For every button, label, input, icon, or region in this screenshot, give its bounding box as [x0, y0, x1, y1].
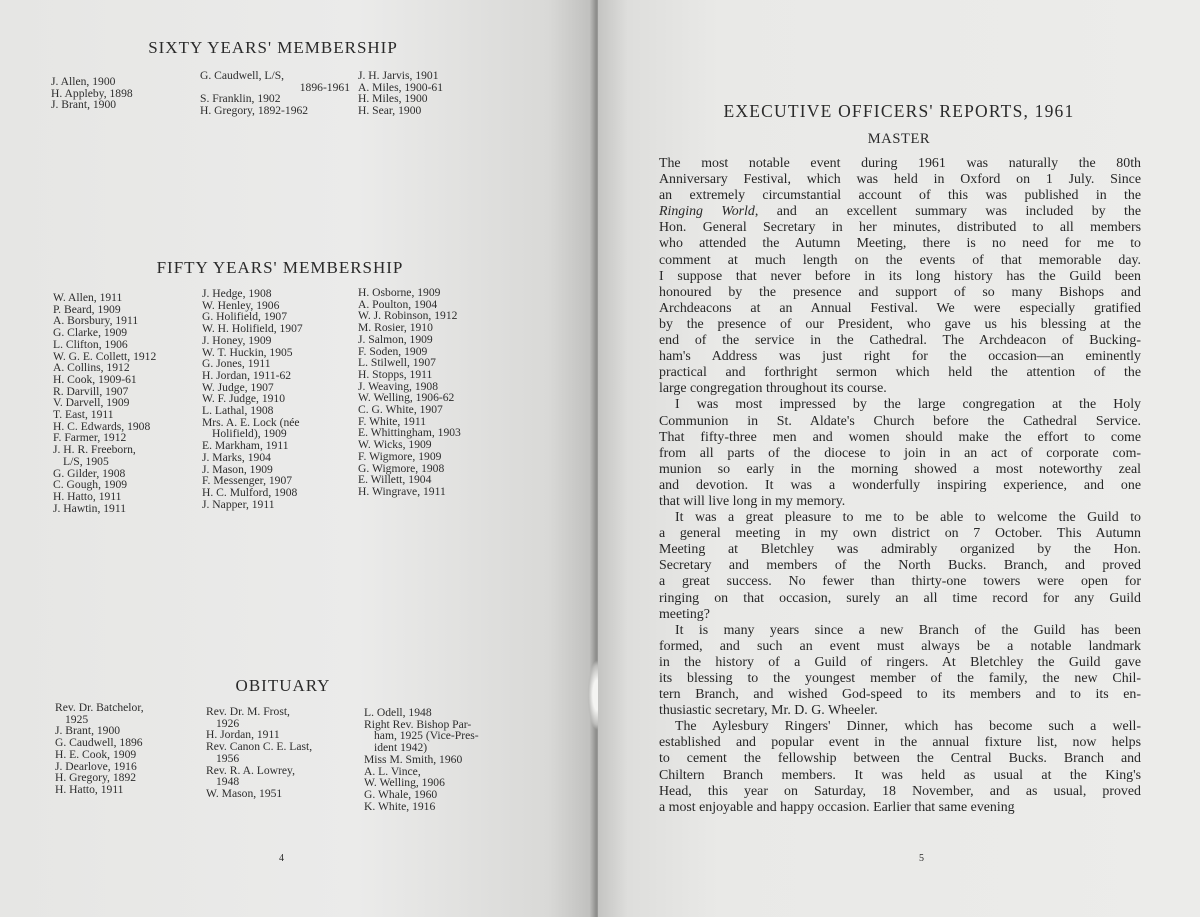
member-entry: W. Henley, 1906	[202, 298, 280, 312]
member-entry: S. Franklin, 1902	[200, 92, 281, 106]
sixty-col-1	[51, 76, 133, 111]
obituary-entry: G. Caudwell, 1896	[55, 736, 143, 750]
report-line: an extremely circumstantial account of this was published in the	[659, 188, 1141, 204]
member-entry: J. H. Jarvis, 1901	[358, 69, 439, 82]
report-line: to cement the fellowship between the Central Bucks. Branch and	[659, 751, 1141, 767]
master-subheading: MASTER	[867, 131, 931, 147]
member-entry: M. Rosier, 1910	[358, 321, 433, 335]
obituary-entry: H. Gregory, 1892	[55, 771, 137, 785]
report-line: Communion in St. Aldate's Church before the Cathedral Service.	[659, 413, 1141, 429]
obituary-entry: A. L. Vince,	[364, 764, 421, 778]
report-line: meeting?	[659, 606, 710, 622]
member-entry: W. Welling, 1906-62	[358, 391, 455, 405]
member-entry: J. Napper, 1911	[202, 497, 275, 511]
page-number: 4	[279, 853, 284, 864]
member-entry: H. Jordan, 1911-62	[202, 368, 292, 382]
report-line: who attended the Autumn Meeting, there is no need for me to	[659, 236, 1141, 252]
report-line: That fifty-three men and women should make the effort to come	[659, 429, 1141, 445]
member-entry: J. Hawtin, 1911	[53, 501, 126, 515]
report-line: It was a great pleasure to me to be able to welcome the Guild to	[675, 510, 1141, 526]
report-line: ringing on that occasion, surely an all time record for any Guild	[659, 590, 1141, 606]
fifty-col-2	[202, 288, 303, 510]
obituary-entry: Rev. Canon C. E. Last,	[206, 740, 313, 754]
fifty-col-3	[358, 287, 461, 498]
member-entry: F. Farmer, 1912	[53, 431, 127, 445]
left-page	[0, 0, 596, 917]
right-page	[598, 0, 1200, 917]
report-line: large congregation throughout its course.	[659, 381, 887, 397]
sixty-col-2	[200, 70, 350, 117]
obituary-col-2	[206, 706, 312, 800]
report-line: formed, and such an event must always be a notable landmark	[659, 638, 1141, 654]
report-line: I was most impressed by the large congregation at the Holy	[675, 397, 1141, 413]
report-line: munion so early in the morning showed a most noteworthy zeal	[659, 461, 1141, 477]
member-entry: H. Cook, 1909-61	[53, 372, 137, 386]
obituary-entry: Rev. Dr. Batchelor,	[55, 701, 144, 714]
member-entry: C. Gough, 1909	[53, 478, 128, 492]
member-entry: A. Borsbury, 1911	[53, 314, 139, 328]
report-line: practical and forthright sermon which held the attention of the	[659, 365, 1141, 381]
report-line: its blessing to the youngest member of the family, the new Chil-	[659, 671, 1141, 686]
member-entry: Mrs. A. E. Lock (née	[202, 415, 300, 429]
obituary-entry: Miss M. Smith, 1960	[364, 752, 463, 766]
report-line: Hon. General Secretary in her minutes, distributed to all members	[659, 220, 1141, 236]
member-entry: J. Mason, 1909	[202, 462, 273, 476]
member-entry: J. Weaving, 1908	[358, 379, 439, 393]
obituary-entry: Right Rev. Bishop Par-	[364, 717, 472, 731]
report-line: by the presence of our President, who gave us his blessing at the	[659, 316, 1141, 332]
obituary-entry: W. Welling, 1906	[364, 776, 445, 790]
obituary-entry: H. Hatto, 1911	[55, 782, 124, 796]
obituary-col-3	[364, 707, 479, 812]
member-entry: A. Collins, 1912	[53, 361, 130, 375]
fifty-years-heading: FIFTY YEARS' MEMBERSHIP	[156, 258, 404, 277]
member-entry: 1896-1961	[299, 80, 350, 94]
report-line: in the history of a Guild of ringers. At Bletchley the Guild gave	[659, 654, 1141, 670]
report-line: Secretary and members of the North Bucks. Branch, and proved	[659, 558, 1141, 574]
report-line: and devotion. It was a wonderfully inspiring experience, and one	[659, 477, 1141, 493]
report-line: end of the service in the Cathedral. The Archdeacon of Bucking-	[659, 333, 1141, 349]
obituary-entry: W. Mason, 1951	[206, 786, 283, 800]
obituary-entry: J. Dearlove, 1916	[55, 759, 137, 773]
member-entry: W. Judge, 1907	[202, 380, 274, 394]
publication-title: Ringing World	[659, 204, 755, 220]
member-entry: H. C. Edwards, 1908	[53, 419, 151, 433]
report-body	[659, 156, 1141, 816]
member-entry: F. Messenger, 1907	[202, 474, 293, 488]
obituary-entry: 1925	[65, 712, 89, 726]
report-line: from all parts of the diocese to join in an act of corporate com-	[659, 445, 1141, 461]
member-entry: W. H. Holifield, 1907	[202, 322, 303, 336]
obituary-entry: 1926	[216, 716, 240, 730]
member-entry: F. Soden, 1909	[358, 344, 428, 358]
member-entry: E. Markham, 1911	[202, 439, 289, 453]
report-line: I suppose that never before in its long history has the Guild been	[659, 268, 1141, 284]
report-line: ham's Address was just right for the occasion—an eminently	[659, 349, 1141, 365]
obituary-entry: Rev. R. A. Lowrey,	[206, 763, 295, 777]
report-line: that will live long in my memory.	[659, 493, 846, 509]
page-number: 5	[919, 853, 924, 864]
member-entry: J. Salmon, 1909	[358, 332, 433, 346]
obituary-entry: 1948	[216, 775, 240, 789]
member-entry: H. C. Mulford, 1908	[202, 485, 298, 499]
member-entry: W. J. Robinson, 1912	[358, 309, 458, 323]
member-entry: H. Wingrave, 1911	[358, 484, 446, 498]
member-entry: J. Allen, 1900	[51, 75, 116, 88]
report-line: It is many years since a new Branch of the Guild has been	[675, 622, 1141, 638]
member-entry: J. Hedge, 1908	[202, 287, 272, 300]
member-entry: L. Stilwell, 1907	[358, 356, 436, 370]
member-entry: T. East, 1911	[53, 408, 114, 422]
member-entry: G. Jones, 1911	[202, 357, 271, 371]
report-line: Meeting at Bletchley was admirably organized by the Hon.	[659, 542, 1141, 558]
member-entry: J. Marks, 1904	[202, 450, 271, 464]
member-entry: J. H. R. Freeborn,	[53, 443, 136, 457]
member-entry: L. Clifton, 1906	[53, 337, 128, 351]
obituary-entry: G. Whale, 1960	[364, 787, 438, 801]
report-line: honoured by the presence and support of so many Bishops and	[659, 284, 1141, 300]
obituary-entry: L. Odell, 1948	[364, 706, 432, 719]
member-entry: R. Darvill, 1907	[53, 384, 129, 398]
obituary-entry: ident 1942)	[374, 741, 428, 755]
obituary-entry: 1956	[216, 751, 240, 765]
report-line: thusiastic secretary, Mr. D. G. Wheeler.	[659, 703, 878, 719]
member-entry: W. Wicks, 1909	[358, 438, 432, 452]
member-entry: P. Beard, 1909	[53, 302, 121, 316]
member-entry: J. Brant, 1900	[51, 98, 117, 112]
member-entry: G. Holifield, 1907	[202, 310, 288, 324]
report-line: Head, this year on Saturday, 18 November, and as usual, proved	[659, 783, 1141, 799]
member-entry: F. White, 1911	[358, 414, 426, 428]
member-entry: H. Osborne, 1909	[358, 286, 441, 299]
obituary-entry: H. E. Cook, 1909	[55, 747, 137, 761]
fifty-col-1	[53, 292, 156, 514]
member-entry: W. T. Huckin, 1905	[202, 345, 293, 359]
member-entry: W. F. Judge, 1910	[202, 392, 286, 406]
obituary-entry: H. Jordan, 1911	[206, 728, 280, 742]
member-entry: H. Gregory, 1892-1962	[200, 104, 309, 118]
member-entry: G. Caudwell, L/S,	[200, 69, 285, 82]
sixty-years-heading: SIXTY YEARS' MEMBERSHIP	[148, 38, 398, 57]
member-entry: L/S, 1905	[63, 454, 109, 468]
report-line: comment at much length on the events of that memorable day.	[659, 252, 1141, 268]
report-line: tern Branch, and wished God-speed to its members and to its en-	[659, 687, 1141, 703]
member-entry: V. Darvell, 1909	[53, 396, 130, 410]
member-entry: W. Allen, 1911	[53, 291, 123, 304]
report-line: a general meeting in my own district on 7 October. This Autumn	[659, 526, 1141, 542]
report-line: Chiltern Branch members. It was held as usual at the King's	[659, 767, 1141, 783]
member-entry: G. Clarke, 1909	[53, 326, 128, 340]
member-entry: W. G. E. Collett, 1912	[53, 349, 157, 363]
member-entry: A. Poulton, 1904	[358, 297, 438, 311]
member-entry: F. Wigmore, 1909	[358, 449, 442, 463]
member-entry: H. Appleby, 1898	[51, 86, 133, 100]
member-entry: H. Stopps, 1911	[358, 367, 433, 381]
member-entry: G. Wigmore, 1908	[358, 461, 445, 475]
obituary-heading: OBITUARY	[235, 676, 331, 695]
obituary-entry: Rev. Dr. M. Frost,	[206, 705, 290, 718]
report-line: Anniversary Festival, which was held in Oxford on 1 July. Since	[659, 172, 1141, 188]
report-line: established and popular event in the annual fixture list, now helps	[659, 735, 1141, 751]
member-entry: Holifield), 1909	[212, 427, 287, 441]
obituary-entry: J. Brant, 1900	[55, 724, 121, 738]
member-entry: L. Lathal, 1908	[202, 404, 274, 418]
member-entry: E. Willett, 1904	[358, 473, 432, 487]
member-entry: G. Gilder, 1908	[53, 466, 126, 480]
reports-heading: EXECUTIVE OFFICERS' REPORTS, 1961	[723, 101, 1075, 121]
sixty-col-3	[358, 70, 443, 117]
member-entry: H. Miles, 1900	[358, 92, 428, 106]
member-entry: E. Whittingham, 1903	[358, 426, 461, 440]
member-entry: H. Sear, 1900	[358, 104, 422, 118]
obituary-entry: ham, 1925 (Vice-Pres-	[374, 729, 479, 743]
report-line: a most enjoyable and happy occasion. Earlier that same evening	[659, 799, 1015, 815]
member-entry: C. G. White, 1907	[358, 403, 443, 417]
report-line: The Aylesbury Ringers' Dinner, which has become such a well-	[675, 719, 1141, 735]
member-entry: A. Miles, 1900-61	[358, 80, 444, 94]
member-entry: H. Hatto, 1911	[53, 489, 122, 503]
obituary-col-1	[55, 702, 144, 796]
member-entry: J. Honey, 1909	[202, 333, 272, 347]
report-line: The most notable event during 1961 was naturally the 80th	[659, 156, 1141, 171]
report-line: Archdeacons at an Annual Festival. We were especially gratified	[659, 300, 1141, 316]
report-line: a great success. No fewer than thirty-one towers were open for	[659, 574, 1141, 590]
obituary-entry: K. White, 1916	[364, 799, 436, 813]
report-line: Ringing World, and an excellent summary was included by the	[659, 204, 1141, 220]
